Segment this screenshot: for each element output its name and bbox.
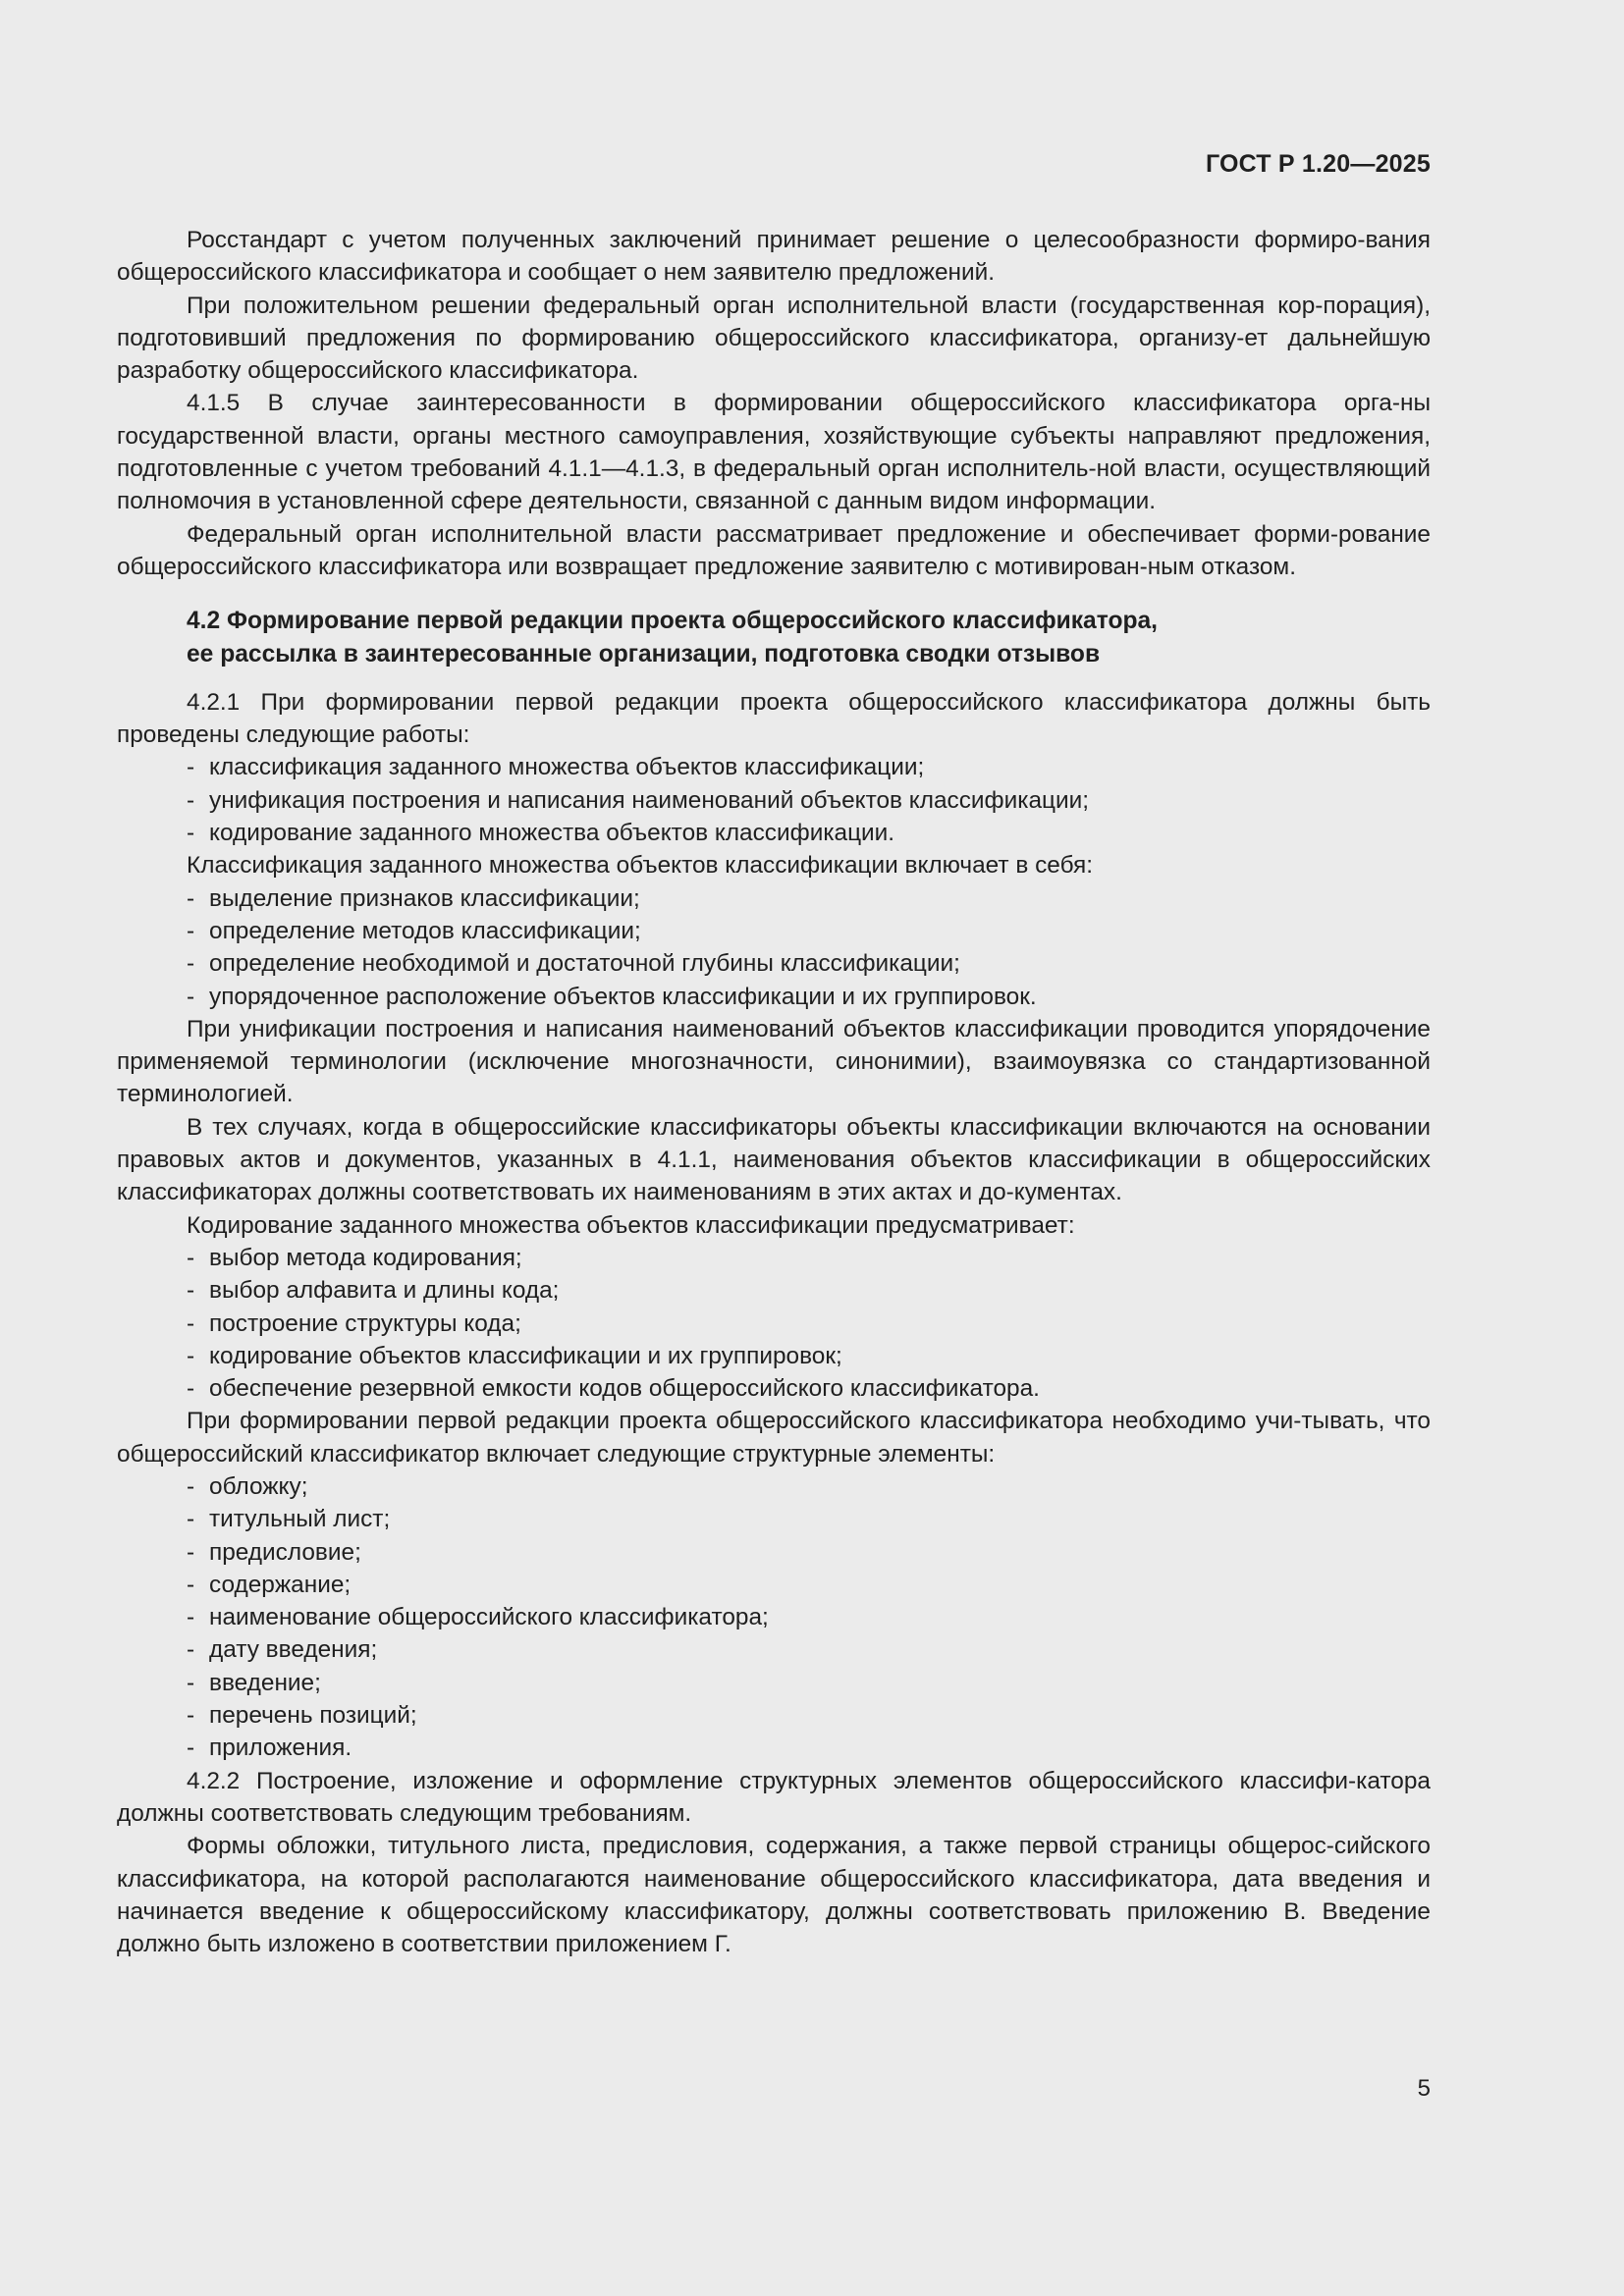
list-item-text: построение структуры кода; [209, 1309, 521, 1337]
list-item-text: обеспечение резервной емкости кодов общероссийского классификатора. [209, 1375, 1040, 1403]
list-marker: - [187, 884, 195, 912]
paragraph: 4.1.5 В случае заинтересованности в формировании общероссийского классификатора орга-ны государственной власти, органы местного самоуправления, хозяйствующие субъекты направляют предложения, подготовленные с учетом требований 4.1.1—4.1.3, в федеральный орган исполнитель-ной власти, осуществляющий полномочия в установленной сфере деятельности, связанной с данным видом информации. [117, 390, 1431, 515]
paragraph: В тех случаях, когда в общероссийские классификаторы объекты классификации включаются на основании правовых актов и документов, указанных в 4.1.1, наименования объектов классификации в общероссийских классификаторах должны соответствовать их наименованиям в этих актах и до-кументах. [117, 1113, 1431, 1206]
list-item-text: наименование общероссийского классификатора; [209, 1604, 769, 1631]
paragraph: Классификация заданного множества объектов классификации включает в себя: [187, 852, 1094, 880]
list-item-text: приложения. [209, 1735, 352, 1762]
list-item-text: кодирование заданного множества объектов классификации. [209, 820, 895, 847]
list-item-text: классификация заданного множества объектов классификации; [209, 754, 925, 781]
list-marker: - [187, 983, 195, 1010]
list-item [117, 1569, 1431, 1601]
list-item-text: перечень позиций; [209, 1702, 417, 1730]
list-marker: - [187, 1375, 195, 1403]
list-marker: - [187, 1342, 195, 1369]
paragraph: Федеральный орган исполнительной власти рассматривает предложение и обеспечивает форми-рование общероссийского классификатора или возвращает предложение заявителю с мотивирован-ным отказом. [117, 520, 1431, 580]
list-marker: - [187, 1472, 195, 1500]
section-heading-line: ее рассылка в заинтересованные организации, подготовка сводки отзывов [187, 640, 1101, 667]
page-number: 5 [1417, 2075, 1431, 2102]
paragraph: При формировании первой редакции проекта общероссийского классификатора необходимо учи-тывать, что общероссийский классификатор включает следующие структурные элементы: [117, 1408, 1431, 1468]
list-item-text: выбор метода кодирования; [209, 1244, 522, 1271]
list-item-text: введение; [209, 1669, 321, 1696]
list-marker: - [187, 950, 195, 978]
document-code: ГОСТ Р 1.20—2025 [1205, 150, 1431, 178]
list-marker: - [187, 1636, 195, 1664]
list-item [117, 1536, 1431, 1569]
paragraph: 4.2.1 При формировании первой редакции проекта общероссийского классификатора должны быть проведены следующие работы: [117, 688, 1431, 749]
list-item [117, 751, 1431, 783]
list-item-text: упорядоченное расположение объектов классификации и их группировок. [209, 983, 1037, 1010]
list-item [117, 915, 1431, 947]
list-item [117, 947, 1431, 980]
list-marker: - [187, 1277, 195, 1305]
section-heading-line: 4.2 Формирование первой редакции проекта общероссийского классификатора, [187, 608, 1159, 635]
list-item-text: предисловие; [209, 1538, 361, 1566]
list-item [117, 1372, 1431, 1405]
list-item [117, 1242, 1431, 1274]
list-item-text: содержание; [209, 1571, 352, 1598]
list-item-text: обложку; [209, 1472, 308, 1500]
list-item [117, 981, 1431, 1013]
list-marker: - [187, 1538, 195, 1566]
list-marker: - [187, 1244, 195, 1271]
list-item-text: определение методов классификации; [209, 917, 641, 944]
list-marker: - [187, 820, 195, 847]
list-item-text: кодирование объектов классификации и их группировок; [209, 1342, 842, 1369]
list-marker: - [187, 1604, 195, 1631]
paragraph: Формы обложки, титульного листа, предисловия, содержания, а также первой страницы общерос-сийского классификатора, на которой располагаются наименование общероссийского классификатора, дата введения и начинается введение к общероссийскому классификатору, должны соответствовать приложению В. Введение должно быть изложено в соответствии приложением Г. [117, 1833, 1431, 1958]
paragraph: При положительном решении федеральный орган исполнительной власти (государственная кор-порация), подготовивший предложения по формированию общероссийского классификатора, организу-ет дальнейшую разработку общероссийского классификатора. [117, 292, 1431, 385]
list-item-text: дату введения; [209, 1636, 378, 1664]
paragraph: При унификации построения и написания наименований объектов классификации проводится упорядочение применяемой терминологии (исключение многозначности, синонимии), взаимоувязка со стандартизованной терминологией. [117, 1015, 1431, 1108]
list-item [117, 817, 1431, 849]
list-item-text: выбор алфавита и длины кода; [209, 1277, 560, 1305]
paragraph: Кодирование заданного множества объектов классификации предусматривает: [187, 1211, 1075, 1239]
list-marker: - [187, 1669, 195, 1696]
list-item [117, 1340, 1431, 1372]
list-marker: - [187, 1309, 195, 1337]
list-item-text: выделение признаков классификации; [209, 884, 640, 912]
list-item-text: титульный лист; [209, 1506, 391, 1533]
list-item [117, 1633, 1431, 1666]
list-item [117, 784, 1431, 817]
list-marker: - [187, 1506, 195, 1533]
document-page [117, 0, 1431, 2296]
list-item [117, 1503, 1431, 1535]
list-item-text: унификация построения и написания наименований объектов классификации; [209, 786, 1090, 814]
list-item-text: определение необходимой и достаточной глубины классификации; [209, 950, 960, 978]
list-marker: - [187, 786, 195, 814]
list-item [117, 1699, 1431, 1732]
list-item [117, 1667, 1431, 1699]
list-item [117, 1470, 1431, 1503]
list-item [117, 1601, 1431, 1633]
paragraph: Росстандарт с учетом полученных заключений принимает решение о целесообразности формиро-вания общероссийского классификатора и сообщает о нем заявителю предложений. [117, 227, 1431, 287]
document-body [117, 224, 1431, 1960]
list-item [117, 1308, 1431, 1340]
list-marker: - [187, 1571, 195, 1598]
list-marker: - [187, 1702, 195, 1730]
list-item [117, 1732, 1431, 1764]
section-heading [187, 605, 1431, 670]
list-marker: - [187, 1735, 195, 1762]
list-item [117, 1274, 1431, 1307]
list-marker: - [187, 917, 195, 944]
list-item [117, 882, 1431, 915]
paragraph: 4.2.2 Построение, изложение и оформление структурных элементов общероссийского классифи-катора должны соответствовать следующим требованиям. [117, 1767, 1431, 1827]
list-marker: - [187, 754, 195, 781]
